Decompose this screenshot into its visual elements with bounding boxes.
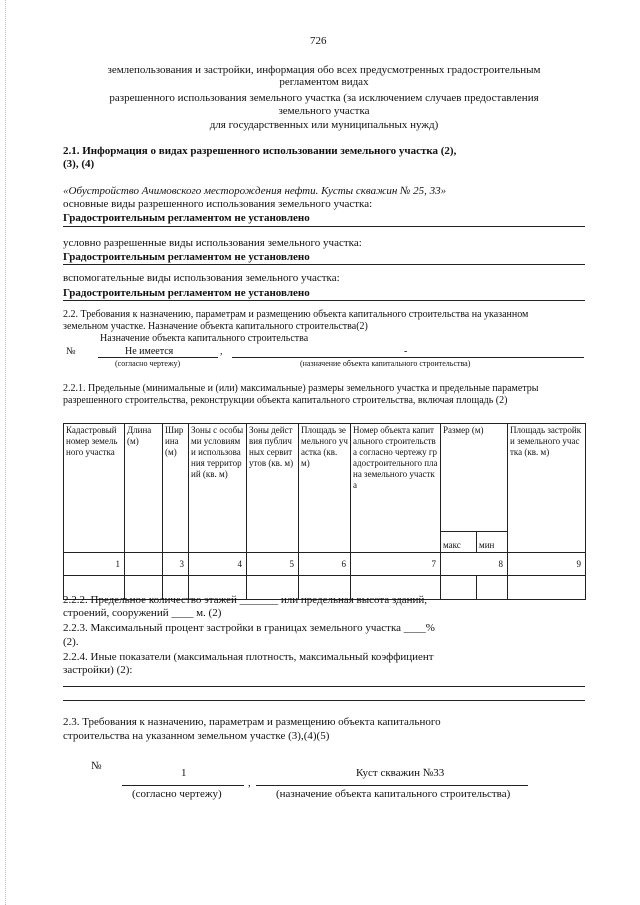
header-line: регламентом видах <box>279 76 369 88</box>
header-size-max: макс <box>441 532 477 553</box>
caption: (согласно чертежу) <box>132 788 222 800</box>
header-cadastral: Кадастровый номер земельного участка <box>64 424 125 553</box>
underline <box>122 785 244 786</box>
underline <box>63 300 585 301</box>
section-2-2-1-text: разрешенного строительства, реконструкции объекта капитального строительства, включая площадь (2) <box>63 395 508 406</box>
column-number: 5 <box>247 553 299 576</box>
column-number: 6 <box>299 553 351 576</box>
header-zones-servitude: Зоны действия публичных сервитутов (кв. м) <box>247 424 299 553</box>
column-number: 3 <box>163 553 189 576</box>
auxiliary-uses-value: Градостроительным регламентом не установлено <box>63 287 310 299</box>
column-number: 1 <box>64 553 125 576</box>
caption: (назначение объекта капитального строительства) <box>276 788 511 800</box>
table-cell <box>477 576 508 600</box>
section-2-2-3-text: (2). <box>63 636 79 648</box>
page-number: 726 <box>310 35 327 47</box>
number-value: Не имеется <box>125 346 174 357</box>
underline <box>98 357 218 358</box>
section-2-2-4-text: 2.2.4. Иные показатели (максимальная плотность, максимальный коэффициент <box>63 651 434 663</box>
comma: , <box>220 346 223 357</box>
header-width: Ширина (м) <box>163 424 189 553</box>
section-2-2-3-text: 2.2.3. Максимальный процент застройки в границах земельного участка ____% <box>63 622 435 634</box>
column-number: 9 <box>508 553 586 576</box>
table-cell <box>441 576 477 600</box>
number-sign: № <box>91 760 102 772</box>
column-number: 4 <box>189 553 247 576</box>
header-line: разрешенного использования земельного участка (за исключением случаев предоставления <box>109 92 539 104</box>
section-2-2-1-text: 2.2.1. Предельные (минимальные и (или) максимальные) размеры земельного участка и предельные параметры <box>63 383 539 394</box>
header-build-area: Площадь застройки земельного участка (кв. м) <box>508 424 586 553</box>
column-number <box>125 553 163 576</box>
section-2-2-4-text: застройки) (2): <box>63 664 133 676</box>
conditional-uses-label: условно разрешенные виды использования земельного участка: <box>63 237 362 249</box>
section-2-2-text: Назначение объекта капитального строительства <box>100 333 309 344</box>
underline <box>63 686 585 687</box>
header-size: Размер (м) <box>441 424 508 532</box>
purpose-value: Куст скважин №33 <box>356 767 445 779</box>
header-line: для государственных или муниципальных нужд) <box>209 119 439 131</box>
number-sign: № <box>66 346 76 357</box>
main-uses-value: Градостроительным регламентом не установлено <box>63 212 310 224</box>
main-uses-label: основные виды разрешенного использования земельного участка: <box>63 198 373 210</box>
section-2-2-2-text: 2.2.2. Предельное количество этажей _______ или предельная высота зданий, <box>63 594 427 606</box>
section-2-2-text: 2.2. Требования к назначению, параметрам и размещению объекта капитального строительства на указанном <box>63 309 529 320</box>
section-2-2-2-text: строений, сооружений ____ м. (2) <box>63 607 222 619</box>
header-line: земельного участка <box>278 105 370 117</box>
left-margin-dots <box>5 0 6 905</box>
purpose-value: - <box>404 346 408 357</box>
column-number: 8 <box>441 553 508 576</box>
caption: (согласно чертежу) <box>115 359 181 368</box>
underline <box>63 226 585 227</box>
underline <box>63 264 585 265</box>
underline <box>63 700 585 701</box>
header-size-min: мин <box>477 532 508 553</box>
parameters-table <box>63 423 586 600</box>
underline <box>256 785 528 786</box>
comma: , <box>248 777 251 789</box>
header-object-number: Номер объекта капитального строительства согласно чертежу градостроительного плана земельного участка <box>351 424 441 553</box>
header-zones-special: Зоны с особыми условиями использования территорий (кв. м) <box>189 424 247 553</box>
header-length: Длина (м) <box>125 424 163 553</box>
section-2-3-text: строительства на указанном земельном участке (3),(4)(5) <box>63 730 330 742</box>
section-2-3-text: 2.3. Требования к назначению, параметрам и размещению объекта капитального <box>63 716 441 728</box>
caption: (назначение объекта капитального строительства) <box>300 359 471 368</box>
section-2-1-title-cont: (3), (4) <box>63 158 95 170</box>
object-name: «Обустройство Ачимовского месторождения нефти. Кусты скважин № 25, 33» <box>63 185 447 197</box>
number-value: 1 <box>181 767 187 779</box>
header-area: Площадь земельного участка (кв. м) <box>299 424 351 553</box>
table-row <box>64 553 586 576</box>
auxiliary-uses-label: вспомогательные виды использования земельного участка: <box>63 272 340 284</box>
header-line: землепользования и застройки, информация обо всех предусмотренных градостроительным <box>107 64 541 76</box>
underline <box>232 357 584 358</box>
section-2-1-title: 2.1. Информация о видах разрешенного использовании земельного участка (2), <box>63 145 457 157</box>
column-number: 7 <box>351 553 441 576</box>
conditional-uses-value: Градостроительным регламентом не установлено <box>63 251 310 263</box>
section-2-2-text: земельном участке. Назначение объекта капитального строительства(2) <box>63 321 368 332</box>
table-cell <box>508 576 586 600</box>
